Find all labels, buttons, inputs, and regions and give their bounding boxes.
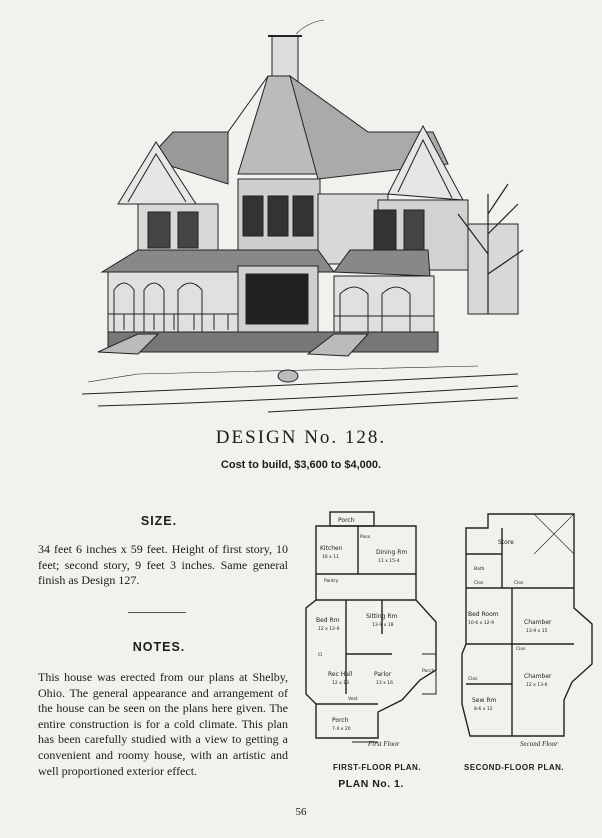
room-dim-porch-bottom: 7-4 x 20 xyxy=(332,727,351,732)
room-dim-parlor: 13 x 16 xyxy=(376,681,393,686)
room-label-clos-4: Clos xyxy=(468,677,478,682)
room-label-clos-1: Clos xyxy=(474,581,484,586)
house-illustration xyxy=(78,14,528,424)
room-label-porch-side: Porch xyxy=(422,669,435,674)
page-number: 56 xyxy=(295,806,307,818)
first-floor-caption: FIRST-FLOOR PLAN. xyxy=(333,763,422,772)
notes-heading: NOTES. xyxy=(132,640,186,654)
room-label-rec-hall: Rec Hall xyxy=(328,671,353,678)
size-paragraph: 34 feet 6 inches x 59 feet. Height of first story, 10 feet; second story, 9 feet 3 inches. Same general finish as Design 127. xyxy=(38,542,288,588)
room-label-chamber-2: Chamber xyxy=(524,673,552,680)
room-dim-rec-hall: 12 x 13 xyxy=(332,681,349,686)
room-dim-bed-room: 10-6 x 12-9 xyxy=(468,621,494,626)
room-dim-dining: 11 x 15-4 xyxy=(378,559,400,564)
room-label-chamber-1: Chamber xyxy=(524,619,552,626)
room-label-pantry: Pantry xyxy=(324,579,339,584)
plan-labels xyxy=(302,504,602,766)
divider xyxy=(128,612,186,613)
room-label-bed-room: Bed Room xyxy=(468,611,499,618)
second-floor-label: Second Floor xyxy=(520,740,558,748)
room-label-bed: Bed Rm xyxy=(316,617,340,624)
plan-number: PLAN No. 1. xyxy=(338,778,404,790)
room-label-kitchen: Kitchen xyxy=(320,545,343,552)
room-label-sitting: Sitting Rm xyxy=(366,613,398,620)
room-label-sew-rm: Sew Rm xyxy=(472,697,497,704)
room-label-bath: Bath xyxy=(474,567,485,572)
room-label-cl: Cl xyxy=(318,653,323,658)
room-dim-bed: 12 x 12-9 xyxy=(318,627,340,632)
first-floor-label: First Floor xyxy=(368,740,400,748)
room-label-store: Store xyxy=(498,539,514,546)
room-label-dining: Dining Rm xyxy=(376,549,408,556)
notes-paragraph: This house was erected from our plans at Shelby, Ohio. The general appearance and arrangement of the house can be seen on the plans here given. The entire construction is for a cold climate. This plan has been carefully studied with a view to getting a convenient and roomy house, with an artistic and well proportioned exterior effect. xyxy=(38,670,288,778)
room-label-porch-top: Porch xyxy=(338,517,355,524)
design-title: DESIGN No. 128. xyxy=(215,427,387,448)
room-label-vest: Vest xyxy=(348,697,358,702)
size-heading: SIZE. xyxy=(140,514,178,528)
room-label-clos-3: Clos xyxy=(516,647,526,652)
room-dim-sew-rm: 8-6 x 12 xyxy=(474,707,493,712)
room-dim-chamber-2: 12 x 13-6 xyxy=(526,683,548,688)
room-dim-sitting: 13-9 x 18 xyxy=(372,623,394,628)
cost-line: Cost to build, $3,600 to $4,000. xyxy=(220,459,382,471)
room-label-pass: Pass. xyxy=(360,535,372,540)
room-dim-kitchen: 16 x 11 xyxy=(322,555,339,560)
room-label-parlor: Parlor xyxy=(374,671,392,678)
room-dim-chamber-1: 13-9 x 15 xyxy=(526,629,548,634)
room-label-porch-bottom: Porch xyxy=(332,717,349,724)
second-floor-caption: SECOND-FLOOR PLAN. xyxy=(464,763,565,772)
room-label-clos-2: Clos xyxy=(514,581,524,586)
